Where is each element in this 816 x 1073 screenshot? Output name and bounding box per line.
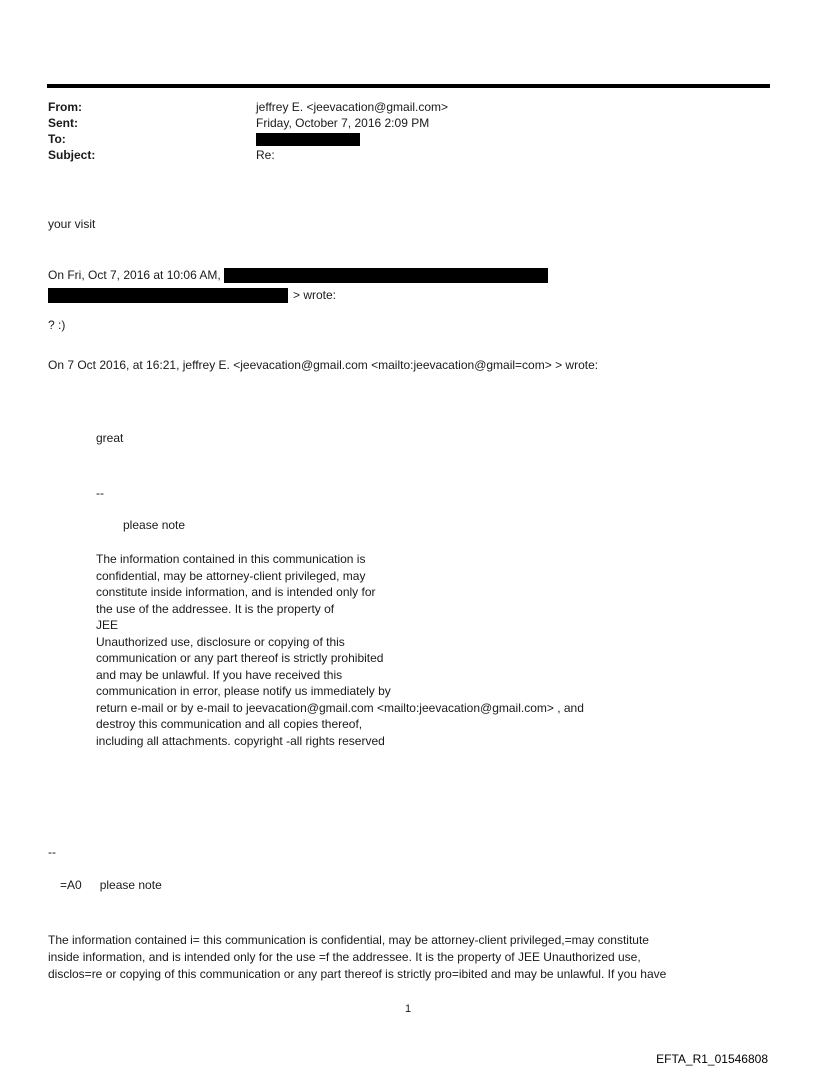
reply-header-2: On 7 Oct 2016, at 16:21, jeffrey E. <jeevacation@gmail.com <mailto:jeevacation@gmail=com> > wrote: (48, 358, 599, 372)
from-label: From: (48, 100, 82, 114)
disclaimer-block-2 (48, 932, 666, 983)
opening-line: your visit (48, 217, 96, 231)
disclaimer-line: disclos=re or copying of this communication or any part thereof is strictly pro=ibited and may be unlawful. If you have (48, 967, 667, 981)
header-row-to (48, 131, 448, 147)
header-row-from (48, 99, 448, 115)
subject-label: Subject: (48, 148, 96, 162)
reply-header-1-line-1 (48, 268, 548, 283)
sent-label: Sent: (48, 116, 78, 130)
header-row-sent (48, 115, 448, 131)
disclaimer-line: constitute inside information, and is intended only for (96, 585, 376, 599)
disclaimer-line: return e-mail or by e-mail to jeevacation@gmail.com <mailto:jeevacation@gmail.com> , and (96, 700, 584, 715)
disclaimer-line: destroy this communication and all copies thereof, (96, 717, 363, 731)
note-heading-2-row (60, 878, 162, 892)
short-reply-text: ? :) (48, 318, 66, 332)
to-label: To: (48, 132, 66, 146)
disclaimer-line: communication or any part thereof is strictly prohibited (96, 651, 384, 665)
disclaimer-line: The information contained i= this communication is confidential, may be attorney-client privileged,=may constitute (48, 933, 649, 947)
redaction-bar-recipient-1 (224, 268, 548, 283)
signature-separator-1: -- (96, 486, 104, 500)
disclaimer-line: the use of the addressee. It is the property of (96, 601, 335, 616)
disclaimer-block-1 (96, 551, 584, 749)
signature-separator-2: -- (48, 845, 56, 859)
note-2-prefix: =A0 (60, 878, 82, 892)
redaction-bar-to (256, 133, 360, 146)
disclaimer-line: inside information, and is intended only for the use =f the addressee. It is the property of JEE Unauthorized use, (48, 950, 641, 964)
redaction-bar-recipient-2 (48, 288, 288, 303)
reply-header-1-prefix: On Fri, Oct 7, 2016 at 10:06 AM, (48, 268, 221, 282)
email-header (48, 99, 448, 163)
reply-header-1-suffix: > wrote: (293, 288, 337, 302)
header-divider-rule (47, 84, 770, 88)
disclaimer-line: and may be unlawful. If you have received this (96, 667, 343, 682)
from-value: jeffrey E. <jeevacation@gmail.com> (256, 100, 449, 114)
page-number: 1 (404, 1003, 412, 1015)
note-heading-2: please note (99, 878, 162, 892)
disclaimer-line: communication in error, please notify us immediately by (96, 684, 391, 698)
quoted-message-text: great (96, 431, 124, 445)
bates-number: EFTA_R1_01546808 (656, 1052, 768, 1066)
sent-value: Friday, October 7, 2016 2:09 PM (256, 116, 430, 130)
disclaimer-line: including all attachments. copyright -all rights reserved (96, 733, 385, 748)
disclaimer-line: confidential, may be attorney-client privileged, may (96, 568, 366, 583)
header-row-subject (48, 147, 448, 163)
note-heading-1: please note (123, 518, 186, 532)
subject-value: Re: (256, 148, 275, 162)
disclaimer-line: The information contained in this communication is (96, 552, 366, 566)
disclaimer-line: Unauthorized use, disclosure or copying of this (96, 634, 345, 649)
disclaimer-line: JEE (96, 618, 119, 632)
reply-header-1-line-2 (48, 288, 336, 303)
